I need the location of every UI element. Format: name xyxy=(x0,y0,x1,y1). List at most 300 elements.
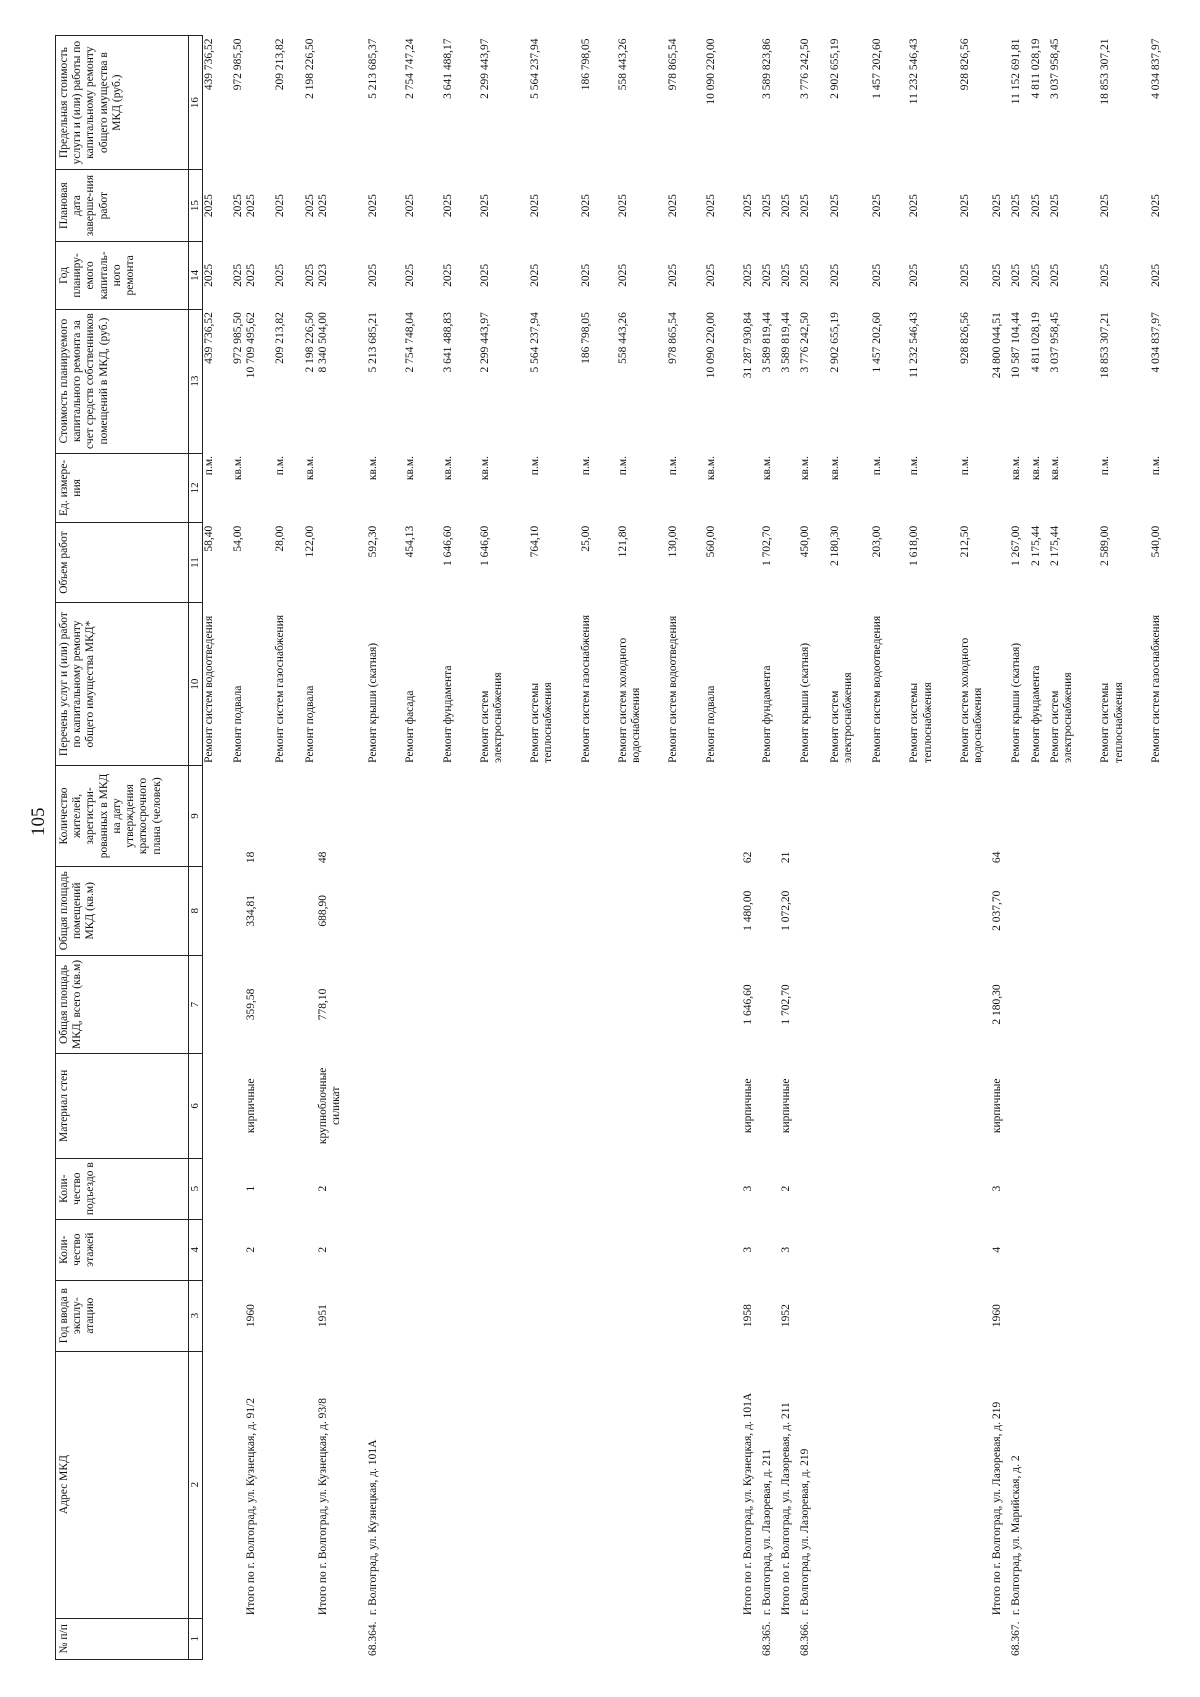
cell-material xyxy=(761,1054,774,1159)
cell-addr: Итого по г. Волгоград, ул. Кузнецкая, д. 91/2 xyxy=(245,1397,258,1616)
cell-year: 2023 xyxy=(316,263,329,287)
cell-floors xyxy=(667,1219,680,1280)
cell-limit: 3 776 242,50 xyxy=(799,38,812,99)
cell-volume: 25,00 xyxy=(579,525,592,552)
cell-entr xyxy=(304,1158,317,1219)
cell-area-rooms xyxy=(404,866,417,955)
cell-floors xyxy=(479,1219,505,1280)
cell-cost: 558 443,26 xyxy=(616,312,629,364)
cell-entr xyxy=(799,1158,812,1219)
cell-entr xyxy=(202,1158,216,1219)
cell-done: 2025 xyxy=(828,194,841,218)
cell-year-built xyxy=(829,1280,855,1351)
cell-work xyxy=(317,602,343,765)
column-number: 8 xyxy=(189,866,203,955)
cell-addr xyxy=(959,1351,985,1618)
cell-unit: п.м. xyxy=(616,456,629,476)
cell-volume: 2 589,00 xyxy=(1099,525,1112,567)
cell-unit: кв.м. xyxy=(441,456,454,481)
cell-unit: п.м. xyxy=(908,456,921,476)
cell-material xyxy=(667,1054,680,1159)
cell-area-rooms xyxy=(617,866,643,955)
cell-addr: г. Волгоград, ул. Лазоревая, д. 211 xyxy=(761,1449,774,1616)
cell-area-total xyxy=(1099,955,1125,1053)
column-number: 6 xyxy=(189,1054,203,1159)
cell-done: 2025 xyxy=(316,194,329,218)
rotated-table-wrapper xyxy=(55,35,1180,1660)
cell-no xyxy=(1049,1618,1075,1659)
cell-entr xyxy=(1010,1158,1023,1219)
column-number: 3 xyxy=(189,1280,203,1351)
cell-entr xyxy=(617,1158,643,1219)
cell-year: 2025 xyxy=(704,263,717,287)
cell-floors xyxy=(274,1219,287,1280)
cell-no: 68.367. xyxy=(1010,1621,1023,1657)
cell-entr: 3 xyxy=(991,1185,1004,1192)
cell-unit: п.м. xyxy=(1099,456,1112,476)
cell-area-total: 778,10 xyxy=(316,988,329,1021)
cell-area-rooms xyxy=(799,866,812,955)
spacer-cell xyxy=(884,36,908,1660)
cell-no: 68.365. xyxy=(761,1621,774,1657)
cell-work: Ремонт фундамента xyxy=(1029,665,1042,763)
cell-residents xyxy=(404,766,417,866)
cell-residents xyxy=(829,766,855,866)
cell-addr xyxy=(442,1351,455,1618)
cell-volume: 1 618,00 xyxy=(908,525,921,567)
cell-no xyxy=(780,1618,793,1659)
spacer-cell xyxy=(1126,36,1150,1660)
cell-addr xyxy=(232,1351,245,1618)
cell-year-built xyxy=(404,1280,417,1351)
cell-area-total: 1 702,70 xyxy=(780,984,793,1025)
cell-addr xyxy=(871,1351,884,1618)
cell-unit: кв.м. xyxy=(231,456,244,481)
cell-no xyxy=(529,1618,555,1659)
cell-done: 2025 xyxy=(704,194,717,218)
row-spacer xyxy=(1126,36,1150,1660)
cell-year: 2025 xyxy=(1029,263,1042,287)
column-number: 2 xyxy=(189,1351,203,1618)
header-row xyxy=(56,36,189,1660)
cell-year-built xyxy=(202,1280,216,1351)
cell-year: 2025 xyxy=(274,263,287,287)
cell-area-rooms xyxy=(1010,866,1023,955)
cell-no xyxy=(991,1618,1004,1659)
row-spacer xyxy=(813,36,829,1660)
column-number: 12 xyxy=(189,453,203,523)
cell-work: Ремонт подвала xyxy=(303,685,316,763)
cell-area-total xyxy=(829,955,855,1053)
work-row xyxy=(232,36,245,1660)
cell-no xyxy=(617,1618,643,1659)
cell-entr xyxy=(761,1158,774,1219)
cell-entr xyxy=(667,1158,680,1219)
cell-entr xyxy=(580,1158,593,1219)
cell-unit: кв.м. xyxy=(799,456,812,481)
spacer-cell xyxy=(505,36,529,1660)
cell-volume: 122,00 xyxy=(303,525,316,558)
cell-cost: 972 985,50 xyxy=(231,312,244,364)
cell-done: 2025 xyxy=(303,194,316,218)
cell-work: Ремонт систем газоснабжения xyxy=(274,614,287,763)
cell-residents xyxy=(274,766,287,866)
row-spacer xyxy=(643,36,667,1660)
column-number: 15 xyxy=(189,170,203,242)
cell-limit: 186 798,05 xyxy=(579,38,592,91)
cell-work: Ремонт системы теплоснабжения xyxy=(908,682,934,763)
cell-year-built xyxy=(871,1280,884,1351)
cell-done: 2025 xyxy=(274,194,287,218)
work-row xyxy=(667,36,680,1660)
cell-no xyxy=(479,1618,505,1659)
cell-material xyxy=(580,1054,593,1159)
row-spacer xyxy=(556,36,580,1660)
cell-year: 2025 xyxy=(303,263,316,287)
total-row xyxy=(742,36,755,1660)
cell-floors xyxy=(1030,1219,1043,1280)
cell-area-rooms xyxy=(761,866,774,955)
cell-no xyxy=(871,1618,884,1659)
cell-limit: 978 865,54 xyxy=(667,38,680,91)
cell-entr: 2 xyxy=(316,1185,329,1192)
cell-floors xyxy=(202,1219,216,1280)
cell-area-total xyxy=(274,955,287,1053)
spacer-cell xyxy=(935,36,959,1660)
cell-limit: 3 037 958,45 xyxy=(1048,38,1061,99)
cell-residents xyxy=(1150,766,1163,866)
cell-cost: 2 902 655,19 xyxy=(828,312,841,373)
cell-area-rooms xyxy=(705,866,718,955)
cell-done: 2025 xyxy=(799,194,812,218)
work-row xyxy=(959,36,985,1660)
cell-area-rooms: 2 037,70 xyxy=(991,890,1004,931)
cell-done: 2025 xyxy=(761,194,774,218)
cell-floors xyxy=(829,1219,855,1280)
header-cell: Адрес МКД xyxy=(56,1351,189,1618)
cell-volume xyxy=(317,523,343,603)
cell-area-rooms xyxy=(667,866,680,955)
cell-year: 2025 xyxy=(529,263,542,287)
cell-year: 2025 xyxy=(245,263,258,287)
cell-done: 2025 xyxy=(991,194,1004,218)
cell-floors xyxy=(404,1219,417,1280)
cell-volume: 1 646,60 xyxy=(441,525,454,567)
cell-entr xyxy=(367,1158,380,1219)
cell-done: 2025 xyxy=(529,194,542,218)
work-row xyxy=(442,36,455,1660)
cell-done: 2025 xyxy=(1029,194,1042,218)
cell-material xyxy=(799,1054,812,1159)
cell-cost: 10 709 495,62 xyxy=(245,312,258,379)
row-spacer xyxy=(855,36,871,1660)
cell-year-built xyxy=(799,1280,812,1351)
cell-year-built xyxy=(1049,1280,1075,1351)
cell-year: 2025 xyxy=(231,263,244,287)
row-spacer xyxy=(505,36,529,1660)
cell-entr xyxy=(1099,1158,1125,1219)
cell-year: 2025 xyxy=(991,263,1004,287)
cell-year-built: 1958 xyxy=(741,1304,754,1328)
cell-limit: 5 564 237,94 xyxy=(529,38,542,99)
table-body xyxy=(202,36,1163,1660)
cell-addr xyxy=(304,1351,317,1618)
capital-repair-table xyxy=(55,35,1163,1660)
cell-area-rooms xyxy=(1150,866,1163,955)
cell-done: 2025 xyxy=(1099,194,1112,218)
cell-floors xyxy=(871,1219,884,1280)
cell-entr xyxy=(1150,1158,1163,1219)
cell-year-built xyxy=(761,1280,774,1351)
cell-unit: кв.м. xyxy=(1048,456,1061,481)
cell-cost: 4 811 028,19 xyxy=(1029,312,1042,373)
cell-done: 2025 xyxy=(958,194,971,218)
cell-unit: п.м. xyxy=(871,456,884,476)
cell-work: Ремонт подвала xyxy=(704,685,717,763)
cell-year-built xyxy=(1010,1280,1023,1351)
spacer-cell xyxy=(343,36,367,1660)
total-row xyxy=(780,36,793,1660)
cell-addr: г. Волгоград, ул. Марийская, д. 2 xyxy=(1010,1455,1023,1616)
cell-material xyxy=(1049,1054,1075,1159)
cell-cost: 3 589 819,44 xyxy=(761,312,774,373)
cell-area-total xyxy=(404,955,417,1053)
cell-no xyxy=(1099,1618,1125,1659)
cell-residents xyxy=(580,766,593,866)
cell-year: 2025 xyxy=(1149,263,1162,287)
cell-work: Ремонт систем газоснабжения xyxy=(1149,614,1162,763)
work-row xyxy=(479,36,505,1660)
page-number: 105 xyxy=(28,807,49,836)
spacer-cell xyxy=(556,36,580,1660)
cell-material xyxy=(1099,1054,1125,1159)
cell-area-rooms xyxy=(829,866,855,955)
cell-residents xyxy=(367,766,380,866)
cell-material xyxy=(1010,1054,1023,1159)
cell-area-rooms xyxy=(529,866,555,955)
cell-unit: п.м. xyxy=(667,456,680,476)
cell-unit: п.м. xyxy=(202,456,215,476)
work-row xyxy=(304,36,317,1660)
cell-cost: 3 589 819,44 xyxy=(780,312,793,373)
row-spacer xyxy=(593,36,617,1660)
cell-area-total xyxy=(367,955,380,1053)
cell-residents xyxy=(202,766,216,866)
cell-entr: 2 xyxy=(780,1185,793,1192)
cell-area-total xyxy=(479,955,505,1053)
work-row xyxy=(1099,36,1125,1660)
spacer-cell xyxy=(1075,36,1099,1660)
cell-done: 2025 xyxy=(245,194,258,218)
cell-year-built: 1960 xyxy=(245,1304,258,1328)
cell-year-built xyxy=(232,1280,245,1351)
cell-area-rooms xyxy=(232,866,245,955)
cell-unit: п.м. xyxy=(274,456,287,476)
cell-unit xyxy=(742,453,755,523)
cell-entr xyxy=(705,1158,718,1219)
cell-done: 2025 xyxy=(441,194,454,218)
cell-addr xyxy=(274,1351,287,1618)
cell-year-built xyxy=(667,1280,680,1351)
cell-unit xyxy=(245,453,258,523)
column-number: 7 xyxy=(189,955,203,1053)
cell-area-total xyxy=(442,955,455,1053)
row-spacer xyxy=(455,36,479,1660)
cell-year-built xyxy=(959,1280,985,1351)
cell-year: 2025 xyxy=(908,263,921,287)
work-row xyxy=(871,36,884,1660)
spacer-cell xyxy=(418,36,442,1660)
cell-year-built xyxy=(529,1280,555,1351)
cell-work: Ремонт фасада xyxy=(404,690,417,763)
cell-area-rooms xyxy=(908,866,934,955)
cell-area-total xyxy=(232,955,245,1053)
cell-material xyxy=(304,1054,317,1159)
cell-area-rooms xyxy=(202,866,216,955)
cell-residents xyxy=(232,766,245,866)
cell-entr: 1 xyxy=(245,1185,258,1192)
cell-floors xyxy=(761,1219,774,1280)
cell-floors xyxy=(580,1219,593,1280)
cell-year: 2025 xyxy=(616,263,629,287)
cell-year: 2025 xyxy=(871,263,884,287)
cell-work: Ремонт систем водоотведения xyxy=(871,615,884,763)
spacer-cell xyxy=(643,36,667,1660)
cell-work: Ремонт фундамента xyxy=(761,665,774,763)
cell-done: 2025 xyxy=(780,194,793,218)
cell-limit: 1 457 202,60 xyxy=(871,38,884,99)
cell-volume: 212,50 xyxy=(958,525,971,558)
cell-unit xyxy=(780,453,793,523)
cell-material xyxy=(202,1054,216,1159)
cell-cost: 4 034 837,97 xyxy=(1149,312,1162,373)
cell-floors xyxy=(529,1219,555,1280)
cell-addr xyxy=(829,1351,855,1618)
total-row xyxy=(317,36,343,1660)
row-spacer xyxy=(343,36,367,1660)
cell-area-total xyxy=(667,955,680,1053)
cell-no xyxy=(304,1618,317,1659)
cell-year: 2025 xyxy=(367,263,380,287)
cell-addr xyxy=(908,1351,934,1618)
cell-no xyxy=(742,1618,755,1659)
cell-residents xyxy=(908,766,934,866)
cell-cost: 24 800 044,51 xyxy=(991,312,1004,379)
cell-cost: 5 213 685,21 xyxy=(367,312,380,373)
cell-work: Ремонт фундамента xyxy=(441,665,454,763)
work-row xyxy=(274,36,287,1660)
cell-floors xyxy=(1099,1219,1125,1280)
cell-volume: 130,00 xyxy=(667,525,680,558)
cell-limit: 11 152 691,81 xyxy=(1010,38,1023,105)
cell-year-built: 1951 xyxy=(316,1304,329,1328)
work-row xyxy=(617,36,643,1660)
cell-area-total: 359,58 xyxy=(245,988,258,1021)
cell-material xyxy=(367,1054,380,1159)
cell-year: 2025 xyxy=(799,263,812,287)
cell-addr: Итого по г. Волгоград, ул. Кузнецкая, д. 101А xyxy=(741,1392,754,1616)
cell-unit: кв.м. xyxy=(478,456,491,481)
cell-year-built xyxy=(908,1280,934,1351)
cell-volume: 450,00 xyxy=(799,525,812,558)
cell-volume: 592,30 xyxy=(367,525,380,558)
cell-cost: 3 776 242,50 xyxy=(799,312,812,373)
cell-year-built xyxy=(705,1280,718,1351)
cell-area-rooms xyxy=(959,866,985,955)
cell-cost: 978 865,54 xyxy=(667,312,680,364)
cell-work: Ремонт крыши (скатная) xyxy=(799,642,812,763)
cell-no xyxy=(1150,1618,1163,1659)
cell-residents xyxy=(304,766,317,866)
cell-year-built xyxy=(1150,1280,1163,1351)
cell-done: 2025 xyxy=(231,194,244,218)
cell-done: 2025 xyxy=(667,194,680,218)
cell-material xyxy=(617,1054,643,1159)
row-spacer xyxy=(935,36,959,1660)
cell-no xyxy=(274,1618,287,1659)
cell-residents xyxy=(871,766,884,866)
cell-year-built xyxy=(304,1280,317,1351)
cell-area-rooms xyxy=(479,866,505,955)
cell-cost: 2 754 748,04 xyxy=(404,312,417,373)
cell-unit: кв.м. xyxy=(404,456,417,481)
cell-year-built xyxy=(367,1280,380,1351)
cell-addr xyxy=(202,1351,216,1618)
header-cell: Стоимость планируемого капитального ремонта за счет средств собственников помещений в МКД, (руб.) xyxy=(56,309,189,453)
cell-volume: 121,80 xyxy=(616,525,629,558)
cell-done: 2025 xyxy=(1149,194,1162,218)
cell-area-total xyxy=(1049,955,1075,1053)
cell-material xyxy=(871,1054,884,1159)
header-cell: Материал стен xyxy=(56,1054,189,1159)
cell-work: Ремонт системы теплоснабжения xyxy=(529,682,555,763)
cell-limit: 5 213 685,37 xyxy=(367,38,380,99)
cell-no xyxy=(959,1618,985,1659)
header-cell: № п/п xyxy=(56,1618,189,1659)
cell-residents xyxy=(479,766,505,866)
cell-year: 2025 xyxy=(761,263,774,287)
spacer-cell xyxy=(288,36,304,1660)
cell-year-built xyxy=(1030,1280,1043,1351)
cell-work: Ремонт систем водоотведения xyxy=(202,615,215,763)
cell-volume xyxy=(245,523,258,603)
cell-area-total xyxy=(871,955,884,1053)
cell-done: 2025 xyxy=(908,194,921,218)
spacer-cell xyxy=(855,36,871,1660)
cell-material xyxy=(705,1054,718,1159)
cell-addr xyxy=(705,1351,718,1618)
cell-no xyxy=(202,1618,216,1659)
work-row xyxy=(705,36,718,1660)
cell-limit xyxy=(780,36,793,170)
cell-unit: кв.м. xyxy=(367,456,380,481)
cell-area-total xyxy=(1150,955,1163,1053)
cell-volume: 2 175,44 xyxy=(1048,525,1061,567)
cell-limit xyxy=(245,36,258,170)
cell-year-built xyxy=(617,1280,643,1351)
cell-entr xyxy=(442,1158,455,1219)
cell-addr xyxy=(617,1351,643,1618)
column-number: 5 xyxy=(189,1158,203,1219)
cell-residents xyxy=(761,766,774,866)
spacer-cell xyxy=(216,36,232,1660)
spacer-cell xyxy=(593,36,617,1660)
cell-residents: 62 xyxy=(741,851,754,864)
cell-volume: 560,00 xyxy=(704,525,717,558)
cell-volume: 58,40 xyxy=(202,525,215,552)
cell-year-built xyxy=(274,1280,287,1351)
cell-year-built: 1952 xyxy=(780,1304,793,1328)
